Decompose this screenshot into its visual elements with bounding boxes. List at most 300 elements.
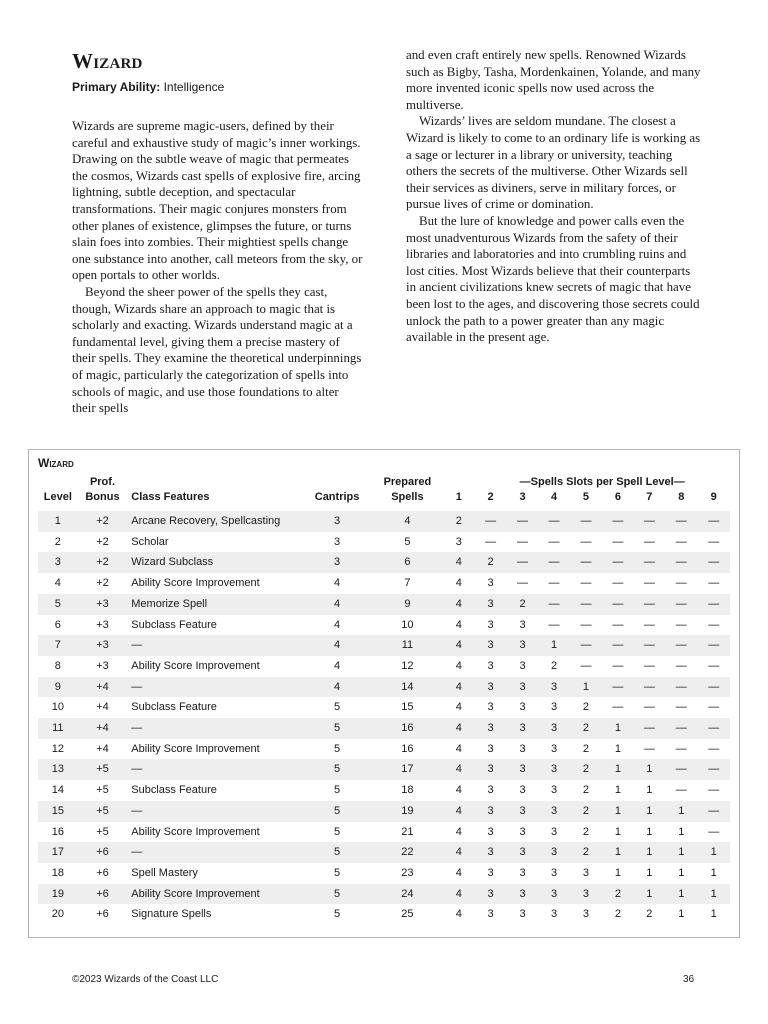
cell-class-features: Ability Score Improvement <box>131 825 260 838</box>
cell-cantrips: 5 <box>334 742 341 755</box>
cell-slot-2: 3 <box>487 742 494 755</box>
cell-prepared-spells: 24 <box>372 884 443 905</box>
cell-slot-6: — <box>612 535 624 548</box>
cell-slot-3: 3 <box>507 884 538 905</box>
cell-cantrips: 5 <box>302 842 371 863</box>
cell-class-features: Signature Spells <box>131 908 212 921</box>
cell-slot-1: 4 <box>455 866 462 879</box>
paragraph: Beyond the sheer power of the spells they cast, though, Wizards share an approach to magic that is scholarly and exacting. Wizards understand magic at a fundamental level, giving them a precise mastery of their spells. They examine the theoretical underpinnings of magic, particularly the categorization of spells into schools of magic, and use those foundations to alter their spells <box>72 284 362 416</box>
cell-slot-8: 1 <box>678 908 685 921</box>
header-slot-level-2: 2 <box>487 491 494 503</box>
cell-slot-6: — <box>602 552 633 573</box>
wizard-table <box>38 475 730 925</box>
cell-slot-7: 1 <box>646 825 653 838</box>
cell-slot-4: 3 <box>550 866 558 879</box>
cell-prof-bonus: +6 <box>78 884 128 905</box>
cell-slot-5: 2 <box>570 759 602 780</box>
cell-cantrips: 5 <box>334 866 341 879</box>
cell-slot-1: 4 <box>455 825 462 838</box>
cell-slot-7: 1 <box>634 801 665 822</box>
cell-slot-5: 2 <box>582 701 589 714</box>
cell-class-features: Ability Score Improvement <box>131 577 260 590</box>
cell-slot-1: 4 <box>443 677 474 698</box>
cell-slot-4: 3 <box>538 759 569 780</box>
cell-slot-6: — <box>612 701 624 714</box>
table-row <box>38 594 730 615</box>
header-prof-bottom: Bonus <box>85 491 120 503</box>
cell-prof-bonus: +6 <box>78 842 128 863</box>
cell-slot-2: — <box>474 511 506 532</box>
cell-slot-9: — <box>697 635 730 656</box>
table-row <box>38 615 730 636</box>
cell-slot-3: 3 <box>507 842 538 863</box>
cell-prof-bonus: +2 <box>96 535 109 548</box>
cell-slot-6: 1 <box>602 718 633 739</box>
cell-slot-6: — <box>602 594 633 615</box>
cell-slot-9: 1 <box>710 908 717 921</box>
cell-slot-1: 4 <box>455 908 462 921</box>
cell-level: 2 <box>54 535 61 548</box>
cell-level: 17 <box>38 842 78 863</box>
cell-level: 18 <box>51 866 64 879</box>
cell-slot-5: — <box>580 618 592 631</box>
cell-slot-7: 2 <box>646 908 653 921</box>
cell-slot-2: 3 <box>487 618 494 631</box>
cell-slot-4: — <box>538 552 569 573</box>
cell-level: 6 <box>54 618 61 631</box>
cell-slot-3: 3 <box>519 908 526 921</box>
cell-cantrips: 4 <box>334 659 341 672</box>
cell-slot-3: 2 <box>507 594 538 615</box>
cell-class-features: — <box>127 677 302 698</box>
cell-slot-8: — <box>675 784 687 797</box>
cell-slot-9: — <box>697 594 730 615</box>
cell-slot-7: 1 <box>634 842 665 863</box>
cell-slot-2: 3 <box>487 659 494 672</box>
cell-prof-bonus: +3 <box>78 594 128 615</box>
cell-prof-bonus: +6 <box>96 908 109 921</box>
cell-slot-5: — <box>570 552 602 573</box>
cell-slot-4: — <box>548 535 560 548</box>
cell-slot-1: 4 <box>443 594 474 615</box>
table-row <box>38 842 730 863</box>
cell-prepared-spells: 22 <box>372 842 443 863</box>
cell-slot-6: 1 <box>614 784 621 797</box>
cell-slot-2: 3 <box>474 635 506 656</box>
cell-slot-1: 4 <box>455 742 462 755</box>
table-row <box>38 511 730 532</box>
cell-cantrips: 4 <box>302 677 371 698</box>
cell-slot-4: 2 <box>550 659 558 672</box>
cell-level: 7 <box>38 635 78 656</box>
cell-slot-5: — <box>570 635 602 656</box>
cell-class-features: — <box>127 801 302 822</box>
cell-slot-2: 3 <box>474 842 506 863</box>
cell-slot-8: — <box>675 577 687 590</box>
cell-slot-3: 3 <box>507 801 538 822</box>
wizard-table-box <box>28 449 740 938</box>
cell-slot-6: — <box>602 677 633 698</box>
cell-slot-8: 1 <box>678 866 685 879</box>
cell-slot-7: — <box>634 718 665 739</box>
cell-slot-8: 1 <box>678 825 685 838</box>
cell-slot-6: — <box>612 659 624 672</box>
cell-slot-2: 3 <box>487 866 494 879</box>
cell-slot-7: — <box>643 618 655 631</box>
cell-prepared-spells: 16 <box>372 718 443 739</box>
table-row <box>38 884 730 905</box>
right-body-text <box>406 47 702 346</box>
header-slot-level-5: 5 <box>582 491 589 503</box>
table-row <box>38 635 730 656</box>
cell-slot-8: — <box>675 659 687 672</box>
cell-slot-6: 1 <box>602 842 633 863</box>
cell-slot-9: 1 <box>710 866 717 879</box>
cell-slot-4: 3 <box>538 842 569 863</box>
cell-slot-7: — <box>634 635 665 656</box>
cell-cantrips: 5 <box>302 801 371 822</box>
cell-slot-1: 2 <box>443 511 474 532</box>
cell-slot-1: 4 <box>443 801 474 822</box>
cell-class-features: Wizard Subclass <box>127 552 302 573</box>
cell-slot-6: 1 <box>602 759 633 780</box>
cell-cantrips: 3 <box>302 552 371 573</box>
cell-slot-2: 3 <box>487 577 494 590</box>
cell-level: 8 <box>54 659 61 672</box>
cell-slot-4: — <box>538 511 569 532</box>
cell-slot-8: — <box>665 635 697 656</box>
cell-prof-bonus: +2 <box>96 577 109 590</box>
cell-slot-8: 1 <box>665 801 697 822</box>
cell-slot-2: — <box>485 535 497 548</box>
cell-prepared-spells: 23 <box>401 866 414 879</box>
header-slot-level-6: 6 <box>614 491 621 503</box>
cell-slot-1: 4 <box>455 577 462 590</box>
footer-page-number: 36 <box>683 974 695 985</box>
header-spell-slots: —Spells Slots per Spell Level— <box>519 476 685 488</box>
cell-slot-1: 4 <box>443 884 474 905</box>
table-row <box>38 677 730 698</box>
cell-slot-2: 2 <box>474 552 506 573</box>
cell-level: 4 <box>54 577 61 590</box>
cell-slot-5: 2 <box>570 842 602 863</box>
cell-prepared-spells: 5 <box>404 535 411 548</box>
cell-slot-4: — <box>548 618 560 631</box>
cell-prepared-spells: 6 <box>372 552 443 573</box>
cell-cantrips: 3 <box>302 511 371 532</box>
cell-slot-2: 3 <box>487 701 494 714</box>
cell-slot-8: — <box>665 677 697 698</box>
table-row <box>38 552 730 573</box>
cell-cantrips: 5 <box>302 884 371 905</box>
left-body-text <box>72 118 364 417</box>
cell-cantrips: 5 <box>334 825 341 838</box>
cell-slot-1: 4 <box>443 759 474 780</box>
primary-ability-value: Intelligence <box>163 80 225 94</box>
cell-slot-8: — <box>675 701 687 714</box>
cell-slot-9: 1 <box>697 842 730 863</box>
paragraph: Wizards’ lives are seldom mundane. The closest a Wizard is likely to come to an ordinary life is working as a sage or lecturer in a library or university, teaching others the secrets of the multiverse. Other Wizards sell their services as diviners, serve in military forces, or pursue lives of crime or domination. <box>406 114 701 212</box>
cell-slot-6: 2 <box>614 908 621 921</box>
cell-class-features: Memorize Spell <box>127 594 302 615</box>
cell-slot-9: — <box>697 718 730 739</box>
cell-slot-6: — <box>612 618 624 631</box>
cell-slot-3: 3 <box>519 784 526 797</box>
cell-slot-6: — <box>602 511 633 532</box>
cell-slot-4: 3 <box>550 701 558 714</box>
cell-slot-9: — <box>708 618 720 631</box>
table-row <box>38 739 730 760</box>
table-row <box>38 863 730 884</box>
cell-slot-4: 3 <box>550 742 558 755</box>
cell-slot-5: 2 <box>582 742 589 755</box>
cell-prepared-spells: 21 <box>401 825 414 838</box>
cell-prepared-spells: 9 <box>372 594 443 615</box>
header-slot-level-1: 1 <box>455 491 462 503</box>
cell-level: 11 <box>38 718 78 739</box>
cell-cantrips: 5 <box>334 701 341 714</box>
cell-slot-8: — <box>675 742 687 755</box>
cell-slot-4: — <box>538 594 569 615</box>
cell-slot-9: — <box>697 759 730 780</box>
cell-slot-7: — <box>643 577 655 590</box>
cell-slot-9: — <box>708 535 720 548</box>
cell-slot-1: 4 <box>443 718 474 739</box>
cell-slot-7: 1 <box>646 866 653 879</box>
table-title: Wizard <box>38 456 74 470</box>
cell-slot-2: 3 <box>474 801 506 822</box>
cell-slot-3: — <box>517 577 529 590</box>
cell-prepared-spells: 14 <box>372 677 443 698</box>
cell-slot-2: 3 <box>487 908 494 921</box>
cell-slot-7: — <box>643 659 655 672</box>
cell-slot-3: 3 <box>519 742 526 755</box>
cell-slot-4: 3 <box>550 784 558 797</box>
cell-class-features: Spell Mastery <box>131 866 198 879</box>
cell-slot-8: 1 <box>665 884 697 905</box>
cell-cantrips: 4 <box>302 594 371 615</box>
cell-prof-bonus: +5 <box>96 784 109 797</box>
cell-slot-1: 4 <box>455 784 462 797</box>
cell-class-features: — <box>127 718 302 739</box>
cell-slot-9: — <box>697 677 730 698</box>
cell-prepared-spells: 7 <box>404 577 411 590</box>
cell-slot-5: 3 <box>570 884 602 905</box>
cell-class-features: Ability Score Improvement <box>131 742 260 755</box>
cell-level: 15 <box>38 801 78 822</box>
cell-class-features: Subclass Feature <box>131 618 217 631</box>
cell-slot-4: 3 <box>550 825 558 838</box>
cell-slot-8: — <box>665 511 697 532</box>
cell-slot-8: — <box>665 759 697 780</box>
cell-slot-7: — <box>643 701 655 714</box>
cell-slot-5: — <box>580 535 592 548</box>
cell-slot-5: 1 <box>570 677 602 698</box>
table-row <box>38 801 730 822</box>
cell-slot-1: 4 <box>443 635 474 656</box>
cell-slot-6: 1 <box>614 742 621 755</box>
cell-slot-4: 3 <box>538 677 569 698</box>
cell-slot-3: — <box>517 535 529 548</box>
cell-slot-6: — <box>602 635 633 656</box>
cell-slot-9: — <box>708 659 720 672</box>
cell-prof-bonus: +5 <box>96 825 109 838</box>
cell-slot-5: — <box>580 577 592 590</box>
cell-level: 9 <box>38 677 78 698</box>
cell-level: 3 <box>38 552 78 573</box>
cell-prof-bonus: +2 <box>78 511 128 532</box>
cell-level: 1 <box>38 511 78 532</box>
cell-slot-5: — <box>570 594 602 615</box>
cell-prepared-spells: 4 <box>372 511 443 532</box>
cell-slot-5: 2 <box>570 718 602 739</box>
header-level: Level <box>43 491 72 503</box>
cell-slot-3: 3 <box>519 618 526 631</box>
cell-slot-7: 1 <box>634 884 665 905</box>
cell-slot-8: — <box>665 718 697 739</box>
paragraph: and even craft entirely new spells. Renowned Wizards such as Bigby, Tasha, Mordenkainen, Yolande, and many more invented iconic spells now used across the multiverse. <box>406 48 701 112</box>
cell-slot-9: — <box>697 552 730 573</box>
cell-slot-8: 1 <box>665 842 697 863</box>
cell-prof-bonus: +4 <box>78 718 128 739</box>
cell-prepared-spells: 10 <box>401 618 414 631</box>
cell-cantrips: 5 <box>302 718 371 739</box>
cell-slot-3: 3 <box>507 677 538 698</box>
cell-prepared-spells: 15 <box>401 701 414 714</box>
header-class-features: Class Features <box>131 491 210 503</box>
cell-slot-3: 3 <box>519 825 526 838</box>
table-row <box>38 780 730 801</box>
cell-slot-2: 3 <box>474 594 506 615</box>
cell-slot-2: 3 <box>474 884 506 905</box>
cell-level: 13 <box>38 759 78 780</box>
paragraph: But the lure of knowledge and power calls even the most unadventurous Wizards from the safety of their libraries and laboratories and into crumbling ruins and lost cities. Most Wizards believe that their counterparts in ancient civilizations knew secrets of magic that have been lost to the ages, and discovering those secrets could unlock the path to a power greater than any magic available in the present age. <box>406 213 700 345</box>
cell-slot-9: — <box>697 801 730 822</box>
cell-slot-8: — <box>675 535 687 548</box>
header-prepared-top: Prepared <box>383 476 432 488</box>
header-slot-level-9: 9 <box>710 491 717 503</box>
cell-prof-bonus: +4 <box>96 701 109 714</box>
cell-class-features: — <box>127 635 302 656</box>
cell-prepared-spells: 19 <box>372 801 443 822</box>
cell-slot-1: 4 <box>455 701 462 714</box>
cell-slot-7: — <box>643 742 655 755</box>
cell-cantrips: 5 <box>302 759 371 780</box>
cell-slot-7: — <box>634 594 665 615</box>
cell-slot-2: 3 <box>487 825 494 838</box>
cell-prof-bonus: +3 <box>96 618 109 631</box>
cell-slot-9: — <box>697 511 730 532</box>
cell-class-features: Subclass Feature <box>131 701 217 714</box>
table-row <box>38 697 730 718</box>
cell-prof-bonus: +6 <box>96 866 109 879</box>
cell-class-features: — <box>127 759 302 780</box>
table-header-row-bottom <box>38 490 730 511</box>
cell-cantrips: 4 <box>334 577 341 590</box>
right-column <box>406 47 702 346</box>
cell-class-features: — <box>127 842 302 863</box>
cell-slot-6: 1 <box>614 825 621 838</box>
cell-level: 5 <box>38 594 78 615</box>
header-prepared-bottom: Spells <box>391 491 424 503</box>
cell-level: 14 <box>51 784 64 797</box>
cell-prof-bonus: +4 <box>96 742 109 755</box>
cell-slot-7: — <box>643 535 655 548</box>
cell-class-features: Ability Score Improvement <box>131 659 260 672</box>
cell-slot-4: 3 <box>538 884 569 905</box>
table-body <box>38 511 730 925</box>
table-row <box>38 656 730 677</box>
cell-prepared-spells: 18 <box>401 784 414 797</box>
cell-level: 10 <box>51 701 64 714</box>
cell-slot-9: — <box>708 742 720 755</box>
cell-slot-3: 3 <box>507 635 538 656</box>
cell-slot-5: — <box>570 511 602 532</box>
cell-slot-1: 4 <box>455 659 462 672</box>
cell-slot-4: 3 <box>550 908 558 921</box>
cell-slot-3: 3 <box>519 866 526 879</box>
cell-prepared-spells: 12 <box>401 659 414 672</box>
cell-slot-4: 1 <box>538 635 569 656</box>
cell-prepared-spells: 17 <box>372 759 443 780</box>
cell-cantrips: 5 <box>334 908 341 921</box>
cell-slot-3: — <box>507 511 538 532</box>
cell-slot-7: — <box>634 552 665 573</box>
cell-slot-5: 2 <box>570 801 602 822</box>
cell-level: 16 <box>51 825 64 838</box>
table-row <box>38 904 730 925</box>
cell-slot-7: — <box>634 677 665 698</box>
cell-slot-7: 1 <box>646 784 653 797</box>
cell-slot-9: — <box>708 701 720 714</box>
cell-slot-8: — <box>675 618 687 631</box>
cell-slot-3: 3 <box>507 718 538 739</box>
cell-class-features: Scholar <box>131 535 169 548</box>
header-slot-level-3: 3 <box>519 491 526 503</box>
cell-slot-3: 3 <box>519 701 526 714</box>
cell-prof-bonus: +2 <box>78 552 128 573</box>
cell-slot-7: — <box>634 511 665 532</box>
cell-prof-bonus: +3 <box>78 635 128 656</box>
table-header-row-top <box>38 475 730 490</box>
cell-slot-8: — <box>665 552 697 573</box>
cell-cantrips: 5 <box>334 784 341 797</box>
cell-prof-bonus: +3 <box>96 659 109 672</box>
cell-slot-3: 3 <box>519 659 526 672</box>
cell-slot-2: 3 <box>474 759 506 780</box>
cell-slot-6: 2 <box>602 884 633 905</box>
table-row <box>38 822 730 843</box>
cell-slot-9: — <box>708 825 720 838</box>
cell-slot-1: 4 <box>443 842 474 863</box>
cell-slot-3: 3 <box>507 759 538 780</box>
cell-slot-2: 3 <box>487 784 494 797</box>
cell-slot-5: 3 <box>582 908 589 921</box>
cell-slot-8: — <box>665 594 697 615</box>
cell-level: 12 <box>51 742 64 755</box>
cell-slot-5: 2 <box>582 784 589 797</box>
cell-slot-9: — <box>708 577 720 590</box>
cell-slot-6: 1 <box>614 866 621 879</box>
cell-cantrips: 4 <box>302 635 371 656</box>
left-column <box>72 48 364 417</box>
cell-slot-4: — <box>548 577 560 590</box>
cell-slot-6: — <box>612 577 624 590</box>
header-cantrips: Cantrips <box>314 491 360 503</box>
cell-cantrips: 3 <box>334 535 341 548</box>
cell-slot-1: 3 <box>455 535 462 548</box>
cell-slot-6: 1 <box>602 801 633 822</box>
